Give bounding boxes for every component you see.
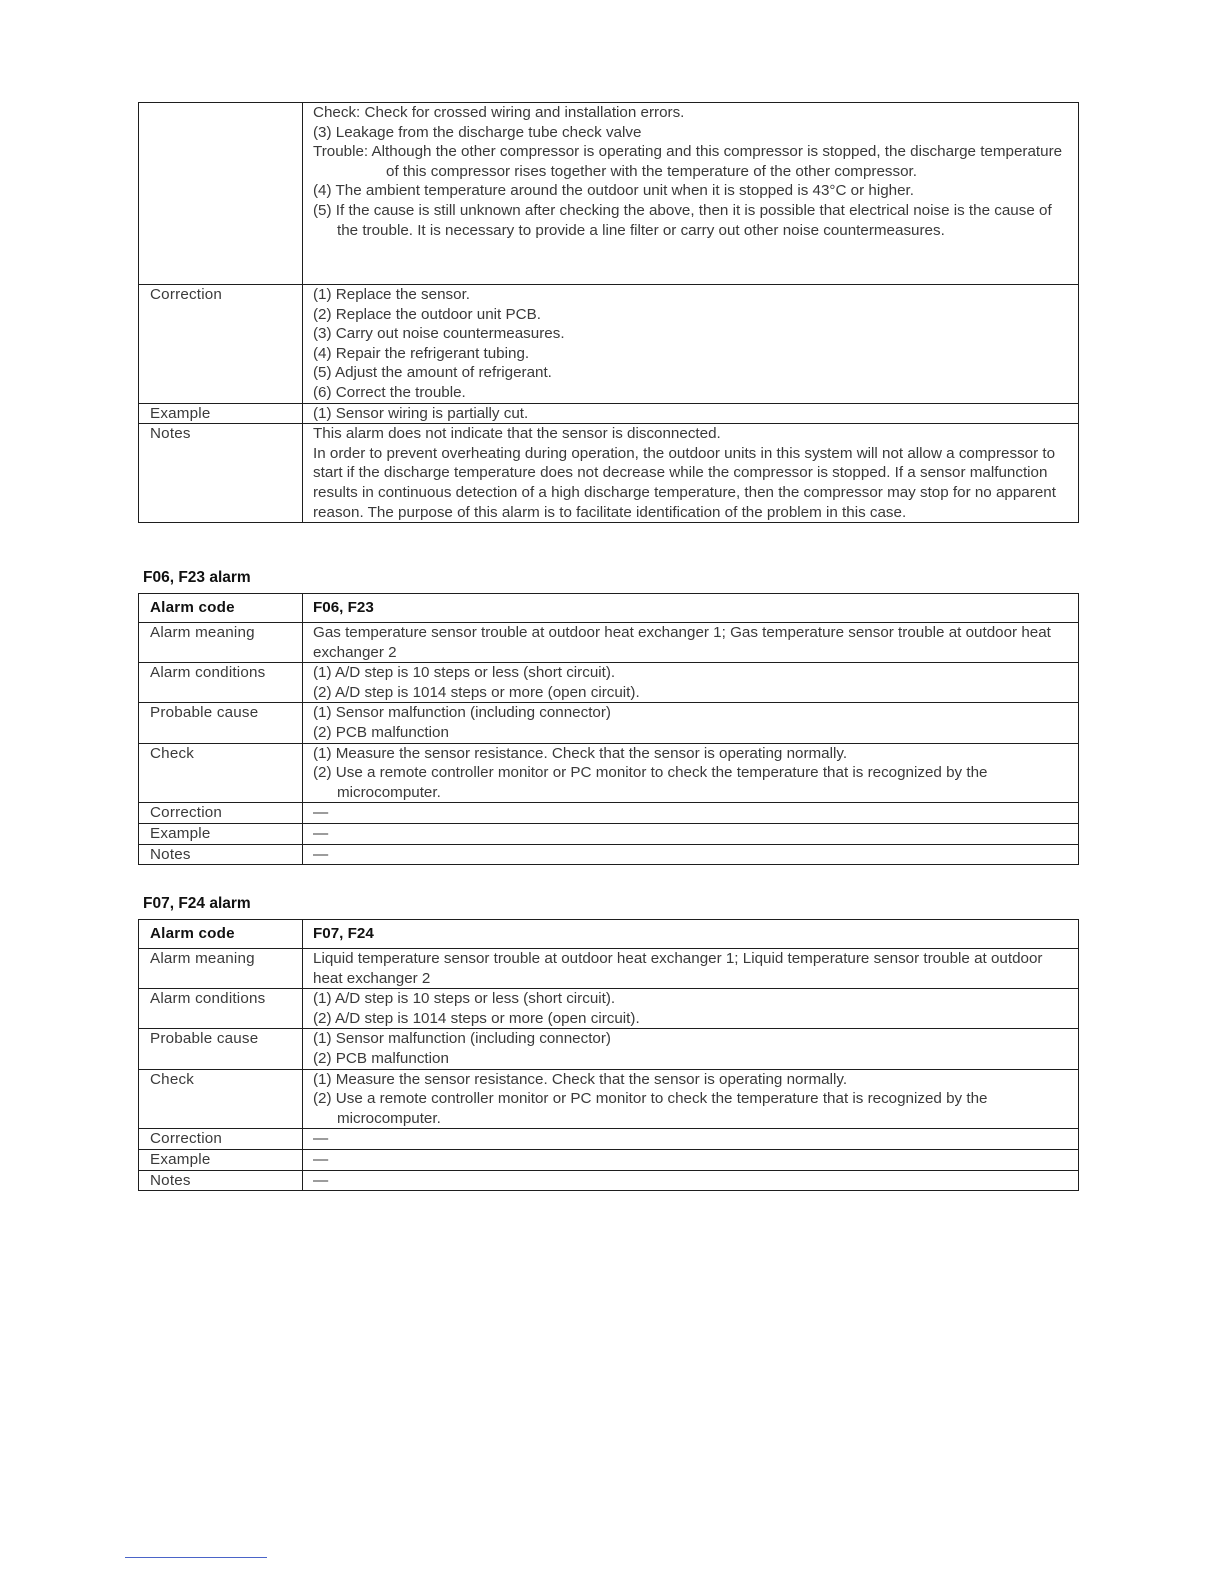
correction-line: (3) Carry out noise countermeasures. (313, 325, 565, 343)
alarm-conditions-row (139, 663, 1079, 703)
probable-cause-row (139, 1029, 1079, 1069)
check-line: Check: Check for crossed wiring and installation errors. (313, 104, 685, 121)
section-title: F06, F23 alarm (143, 569, 251, 586)
correction-row (139, 803, 1079, 824)
noise-text: (5) If the cause is still unknown after checking the above, then it is possible that electrical noise is the cause of the trouble. It is necessary to provide a line filter or carry out other noise countermeasures. (313, 201, 1052, 239)
condition-line: (1) A/D step is 10 steps or less (short circuit). (313, 990, 616, 1008)
check-row (139, 1069, 1079, 1129)
check-cell (303, 743, 1079, 803)
alarm-table (138, 919, 1079, 1191)
correction-line: (1) Replace the sensor. (313, 286, 471, 303)
correction-line: (6) Correct the trouble. (313, 383, 466, 401)
example-label: Example (139, 823, 303, 844)
notes-label: Notes (139, 1170, 303, 1191)
probable-cause-row (139, 703, 1079, 743)
alarm-code-row (139, 594, 1079, 623)
alarm-code-value: F06, F23 (303, 594, 1079, 623)
cause-label-cell (139, 103, 303, 285)
example-label: Example (139, 403, 303, 424)
notes-row (139, 424, 1079, 523)
alarm-conditions-cell (303, 663, 1079, 703)
correction-line: (5) Adjust the amount of refrigerant. (313, 364, 552, 382)
alarm-code-row (139, 920, 1079, 949)
notes-row (139, 844, 1079, 865)
probable-cause-cell (303, 1029, 1079, 1069)
correction-row (139, 285, 1079, 404)
cause-line: (1) Sensor malfunction (including connector) (313, 704, 611, 722)
section-title: F07, F24 alarm (143, 895, 251, 912)
condition-line: (1) A/D step is 10 steps or less (short circuit). (313, 664, 616, 682)
alarm-conditions-row (139, 989, 1079, 1029)
alarm-meaning-row (139, 623, 1079, 663)
example-label: Example (139, 1149, 303, 1170)
correction-value: — (303, 803, 1079, 824)
check-line: (2) Use a remote controller monitor or PC monitor to check the temperature that is recognized by the microcomputer. (313, 764, 988, 801)
cause-value-cell (303, 103, 1079, 285)
example-row (139, 1149, 1079, 1170)
correction-row (139, 1129, 1079, 1150)
cause-line: (1) Sensor malfunction (including connector) (313, 1030, 611, 1048)
alarm-meaning-row (139, 949, 1079, 989)
check-label: Check (139, 1069, 303, 1129)
notes-value-cell (303, 424, 1079, 523)
notes-label: Notes (139, 424, 303, 523)
correction-value-cell (303, 285, 1079, 404)
check-line: (1) Measure the sensor resistance. Check that the sensor is operating normally. (313, 744, 848, 762)
alarm-code-label: Alarm code (139, 594, 303, 623)
notes-label: Notes (139, 844, 303, 865)
alarm-conditions-label: Alarm conditions (139, 663, 303, 703)
cause-row (139, 103, 1079, 285)
alarm-meaning-value: Gas temperature sensor trouble at outdoor heat exchanger 1; Gas temperature sensor trouble at outdoor heat exchanger 2 (303, 623, 1079, 663)
alarm-code-value: F07, F24 (303, 920, 1079, 949)
example-value: — (303, 1149, 1079, 1170)
notes-paragraph: In order to prevent overheating during operation, the outdoor units in this system will not allow a compressor to start if the discharge temperature does not decrease while the compressor is stopped. If a sensor malfunction results in continuous detection of a high discharge temperature, then the compressor may stop for no apparent reason. The purpose of this alarm is to facilitate identification of the problem in this case. (313, 444, 1056, 521)
leakage-line: (3) Leakage from the discharge tube check valve (313, 123, 642, 141)
footer-rule (125, 1557, 267, 1558)
correction-label: Correction (139, 1129, 303, 1150)
example-value: (1) Sensor wiring is partially cut. (303, 403, 1079, 424)
probable-cause-label: Probable cause (139, 1029, 303, 1069)
check-row (139, 743, 1079, 803)
alarm-conditions-label: Alarm conditions (139, 989, 303, 1029)
notes-value: — (303, 844, 1079, 865)
check-label: Check (139, 743, 303, 803)
check-line: (1) Measure the sensor resistance. Check that the sensor is operating normally. (313, 1070, 848, 1088)
cause-line: (2) PCB malfunction (313, 723, 449, 741)
continued-alarm-table (138, 102, 1079, 523)
correction-line: (4) Repair the refrigerant tubing. (313, 344, 530, 362)
correction-label: Correction (139, 285, 303, 404)
alarm-table (138, 593, 1079, 865)
condition-line: (2) A/D step is 1014 steps or more (open circuit). (313, 683, 640, 701)
check-cell (303, 1069, 1079, 1129)
check-line: (2) Use a remote controller monitor or PC monitor to check the temperature that is recognized by the microcomputer. (313, 1090, 988, 1127)
notes-line: This alarm does not indicate that the sensor is disconnected. (313, 425, 721, 443)
correction-value: — (303, 1129, 1079, 1150)
correction-label: Correction (139, 803, 303, 824)
alarm-meaning-label: Alarm meaning (139, 623, 303, 663)
trouble-text: Trouble: Although the other compressor is operating and this compressor is stopped, the discharge temperature of this compressor rises together with the temperature of the other compressor. (313, 143, 1063, 180)
alarm-meaning-value: Liquid temperature sensor trouble at outdoor heat exchanger 1; Liquid temperature sensor trouble at outdoor heat exchanger 2 (303, 949, 1079, 989)
ambient-temperature-line: (4) The ambient temperature around the outdoor unit when it is stopped is 43°C or higher. (313, 182, 914, 200)
example-row (139, 823, 1079, 844)
notes-row (139, 1170, 1079, 1191)
condition-line: (2) A/D step is 1014 steps or more (open circuit). (313, 1009, 640, 1027)
alarm-meaning-label: Alarm meaning (139, 949, 303, 989)
alarm-conditions-cell (303, 989, 1079, 1029)
probable-cause-cell (303, 703, 1079, 743)
probable-cause-label: Probable cause (139, 703, 303, 743)
notes-value: — (303, 1170, 1079, 1191)
cause-line: (2) PCB malfunction (313, 1049, 449, 1067)
example-value: — (303, 823, 1079, 844)
alarm-code-label: Alarm code (139, 920, 303, 949)
example-row (139, 403, 1079, 424)
correction-line: (2) Replace the outdoor unit PCB. (313, 305, 541, 323)
